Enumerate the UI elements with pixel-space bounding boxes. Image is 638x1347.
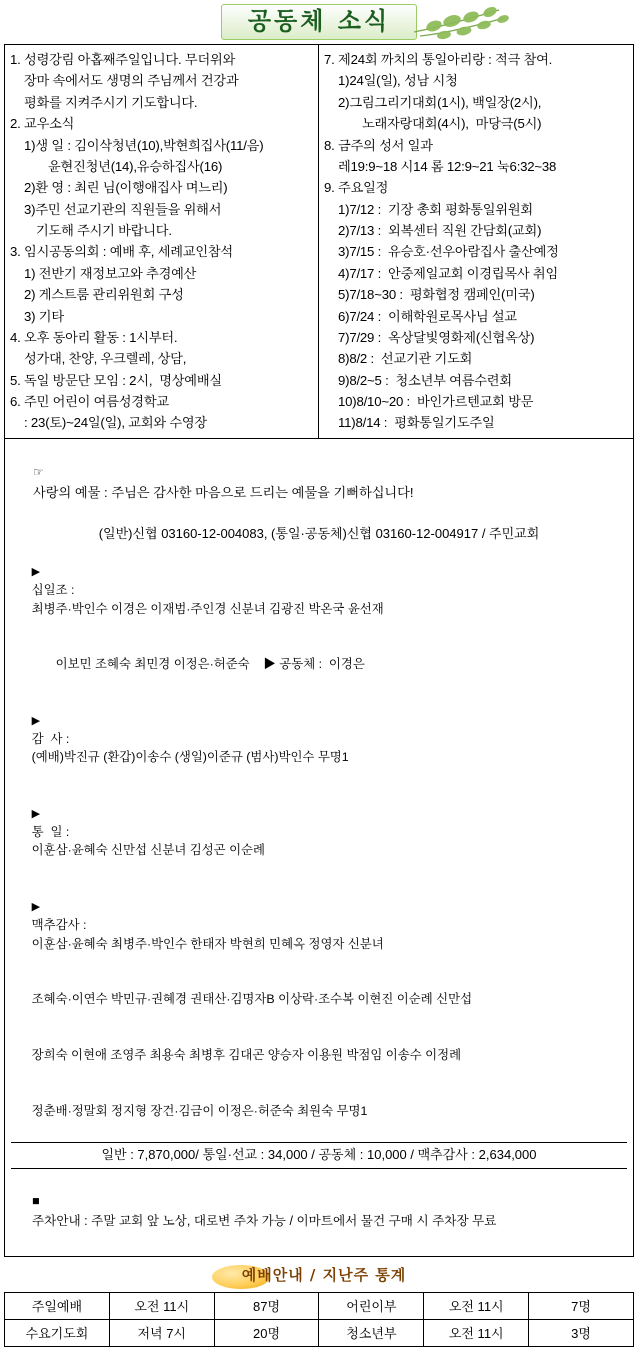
announcement-line: 3. 임시공동의회 : 예배 후, 세례교인참석	[10, 244, 233, 260]
offering-donor-names: 최병주·박인수 이경은 이재범·주인경 신분녀 김광진 박온국 윤선재	[31, 601, 384, 616]
announcement-line: 3) 기타	[24, 308, 64, 324]
page-title: 공동체 소식	[221, 4, 417, 41]
stat-cell: 오전 11시	[424, 1292, 529, 1319]
announcement-line: 2)7/13 : 외복센터 직원 간담회(교회)	[338, 223, 542, 238]
offering-category-row	[11, 786, 627, 879]
offering-category-row	[11, 972, 627, 1028]
announcement-line: 6. 주민 어린이 여름성경학교	[10, 394, 169, 409]
announcement-line: 9. 주요일정	[324, 180, 389, 196]
announcement-line: 5)7/18~30 : 평화협정 캠페인(미국)	[338, 287, 535, 303]
announcement-line: 2. 교우소식	[10, 116, 75, 132]
announcement-line: 2)환 영 : 최린 님(이행애집사 며느리)	[24, 180, 228, 196]
offering-headline-row	[11, 442, 627, 524]
announcement-line: 1)24일(일), 성남 시청	[338, 73, 458, 89]
announcement-line: 1)7/12 : 기장 총회 평화통일위원회	[338, 201, 533, 217]
announcements-left-column	[5, 45, 319, 438]
announcement-line: 1)생 일 : 김이삭청년(10),박현희집사(11/음)	[24, 137, 264, 153]
stat-cell: 87명	[214, 1292, 319, 1319]
stat-cell: 저녁 7시	[109, 1319, 214, 1346]
offering-donor-names: 이훈삼·윤혜숙 신만섭 신분녀 김성곤 이순례	[31, 843, 266, 858]
offering-category-row	[11, 693, 627, 786]
announcement-line: 4)7/17 : 안중제일교회 이경립목사 취임	[338, 265, 558, 281]
offering-category-row	[11, 879, 627, 972]
leaf-decoration-icon	[404, 2, 524, 42]
offering-headline: 사랑의 예물 : 주님은 감사한 마음으로 드리는 예물을 기뻐하십니다!	[32, 484, 414, 500]
stat-cell: 주일예배	[5, 1292, 110, 1319]
offering-donor-names: 조혜숙·이연수 박민규·권혜경 권태산·김명자B 이상락·조수복 이현진 이순례 신만섭	[31, 992, 473, 1007]
announcement-line: 6)7/24 : 이해학원로목사님 설교	[338, 308, 517, 324]
offering-donor-names: 이훈삼·윤혜숙 최병주·박인수 한태자 박현희 민혜옥 정영자 신분녀	[31, 936, 384, 951]
stat-cell: 7명	[529, 1292, 634, 1319]
announcement-line: 레19:9~18 시14 롬 12:9~21 눅6:32~38	[338, 158, 557, 174]
offering-section	[4, 439, 634, 1257]
stat-cell: 어린이부	[319, 1292, 424, 1319]
announcement-line: 3)주민 선교기관의 직원들을 위해서	[24, 201, 222, 217]
offering-accounts: (일반)신협 03160-12-004083, (통일·공동체)신협 03160-12-004917 / 주민교회	[98, 525, 540, 541]
offering-category-row	[11, 1083, 627, 1139]
worship-info-title: 예배안내 / 지난주 통계	[241, 1266, 407, 1285]
announcement-line: 성가대, 찬양, 우크렐레, 상담,	[24, 351, 187, 367]
triangle-bullet-icon: ▶	[31, 901, 41, 914]
stat-cell: 청소년부	[319, 1319, 424, 1346]
announcement-line: 7)7/29 : 옥상달빛영화제(신협옥상)	[338, 329, 535, 345]
stat-cell: 20명	[214, 1319, 319, 1346]
announcement-line: 윤현진청년(14),유승하집사(16)	[48, 158, 223, 174]
announcements-box	[4, 44, 634, 439]
worship-stats-table	[4, 1292, 634, 1347]
stat-cell: 3명	[529, 1319, 634, 1346]
announcement-line: 7. 제24회 까치의 통일아리랑 : 적극 참여.	[324, 52, 553, 67]
square-bullet-icon: ■	[32, 1194, 40, 1209]
pointing-hand-icon: ☞	[32, 465, 44, 480]
triangle-bullet-icon: ▶	[31, 715, 41, 728]
parking-notice: 주차안내 : 주말 교회 앞 노상, 대로변 주차 가능 / 이마트에서 물건 구매 시 주차장 무료	[32, 1214, 497, 1229]
offering-category-row	[11, 1028, 627, 1084]
stat-cell: 오전 11시	[424, 1319, 529, 1346]
offering-donor-names: 정춘배·정말회 정지형 장건·김금이 이정은·허준숙 최원숙 무명1	[31, 1103, 368, 1118]
offering-totals: 일반 : 7,870,000/ 통일·선교 : 34,000 / 공동체 : 10,000 / 맥추감사 : 2,634,000	[11, 1142, 627, 1166]
offering-category-label: 감 사 :	[31, 731, 70, 746]
announcement-line: 1) 전반기 재정보고와 추경예산	[24, 265, 197, 281]
announcement-line: 10)8/10~20 : 바인가르텐교회 방문	[338, 394, 534, 409]
announcement-line: 5. 독일 방문단 모임 : 2시, 명상예배실	[10, 372, 222, 388]
announcement-line: 4. 오후 동아리 활동 : 1시부터.	[10, 329, 178, 345]
offering-donor-names: 장희숙 이현애 조영주 최용숙 최병후 김대곤 양승자 이용원 박점임 이송수 이정례	[31, 1048, 462, 1063]
announcement-line: 3)7/15 : 유승호·선우아람집사 출산예정	[338, 244, 559, 260]
announcement-line: 2)그림그리기대회(1시), 백일장(2시),	[338, 94, 542, 110]
announcement-line: 장마 속에서도 생명의 주님께서 건강과	[24, 73, 239, 89]
offering-category-row	[11, 544, 627, 637]
announcement-line: 11)8/14 : 평화통일기도주일	[338, 415, 495, 431]
offering-donor-names: (예배)박진규 (환갑)이송수 (생일)이준규 (범사)박인수 무명1	[31, 750, 349, 765]
announcement-line: : 23(토)~24일(일), 교회와 수영장	[24, 415, 207, 431]
offering-category-label: 통 일 :	[31, 824, 70, 839]
triangle-bullet-icon: ▶	[31, 566, 41, 579]
announcement-line: 8. 금주의 성서 일과	[324, 137, 433, 153]
offering-category-label: 맥추감사 :	[31, 917, 87, 932]
announcement-line: 9)8/2~5 : 청소년부 여름수련회	[338, 372, 512, 388]
table-row	[5, 1292, 634, 1319]
announcement-line: 평화를 지켜주시기 기도합니다.	[24, 94, 198, 110]
stat-cell: 수요기도회	[5, 1319, 110, 1346]
offering-category-row	[11, 637, 627, 693]
offering-category-label: 십일조 :	[31, 582, 75, 597]
header-banner	[4, 0, 634, 44]
table-row	[5, 1319, 634, 1346]
announcement-line: 1. 성령강림 아홉째주일입니다. 무더위와	[10, 52, 236, 67]
parking-notice-row	[11, 1168, 627, 1252]
announcement-line: 8)8/2 : 선교기관 기도회	[338, 351, 473, 367]
announcement-line: 2) 게스트룸 관리위원회 구성	[24, 287, 184, 303]
stat-cell: 오전 11시	[109, 1292, 214, 1319]
announcement-line: 노래자랑대회(4시), 마당극(5시)	[362, 116, 542, 132]
triangle-bullet-icon: ▶	[31, 808, 41, 821]
announcements-right-column	[319, 45, 633, 438]
announcement-line: 기도해 주시기 바랍니다.	[36, 223, 172, 238]
worship-info-banner	[4, 1260, 634, 1292]
offering-donor-names: 이보민 조혜숙 최민경 이정은·허준숙 ▶ 공동체 : 이경은	[55, 657, 365, 672]
